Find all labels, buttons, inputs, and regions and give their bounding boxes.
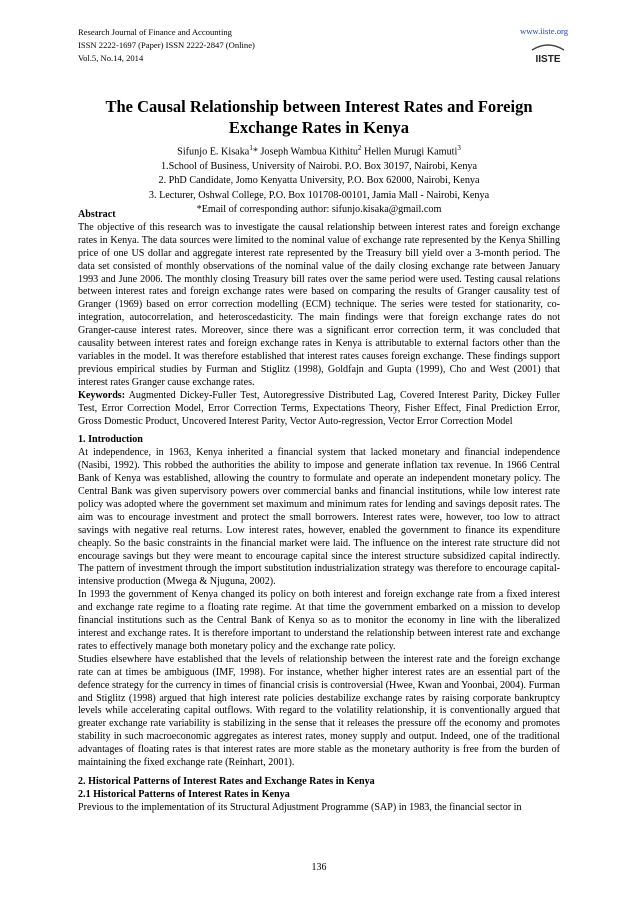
journal-name: Research Journal of Finance and Accounting <box>78 27 232 37</box>
keywords-list: Augmented Dickey-Fuller Test, Autoregressive Distributed Lag, Covered Interest Parity, Dickey Fuller Test, Error Correction Model, Error Correction Terms, Expectations Theory, Fisher Effect, Final Prediction Error, Gross Domestic Product, Uncovered Interest Parity, Vector Auto-regression, Vector Error Correction Model <box>78 389 560 427</box>
section-2-1-heading: 2.1 Historical Patterns of Interest Rates in Kenya <box>78 788 290 800</box>
keywords-label: Keywords: <box>78 389 126 401</box>
paper-title: The Causal Relationship between Interest Rates and Foreign Exchange Rates in Kenya <box>105 97 533 137</box>
body-text <box>78 209 560 815</box>
keywords <box>78 390 560 429</box>
author-line: Sifunjo E. Kisaka$^1$* Joseph Wambua Kithitu$^2$ Hellen Murugi Kamuti$^3$ <box>177 144 461 158</box>
issn: ISSN 2222-1697 (Paper) ISSN 2222-2847 (Online) <box>78 40 255 50</box>
affiliation-3: 3. Lecturer, Oshwal College, P.O. Box 101708-00101, Jamia Mall - Nairobi, Kenya <box>148 189 490 201</box>
journal-url-link[interactable]: www.iiste.org <box>520 26 568 36</box>
svg-text:IISTE: IISTE <box>535 54 561 65</box>
affiliation-2: 2. PhD Candidate, Jomo Kenyatta University, P.O. Box 62000, Nairobi, Kenya <box>158 175 480 187</box>
section-1-paragraph: In 1993 the government of Kenya changed its policy on both interest and foreign exchange rate from a fixed interest and exchange rate regime to a floating rate regime. At that time the government embarked on a mission to develop financial institutions such as the Central Bank of Kenya so as to monitor the economy in line with the liberalized interest and exchange rates. It is therefore important to understand the relationship between interest rate and exchange rates to effectively manage both monetary policy and the exchange rate policy. <box>78 589 560 652</box>
iiste-logo <box>530 40 566 68</box>
section-1-heading: 1. Introduction <box>78 434 143 446</box>
abstract-text: The objective of this research was to investigate the causal relationship between interest rates and foreign exchange rates in Kenya. The data sources were limited to the nominal value of exchange rate represented by the Kenya Shilling price of one US dollar and aggregate interest rate represented by the Treasury bill yield over a 3-month period. The data set consisted of monthly observations of the nominal value of the daily closing exchange rate between January 1993 and June 2006. The monthly closing Treasury bill rates over the same period were used. Testing causal relations between interest rates and foreign exchange rates were based on comparing the results of Granger causality test of Granger (1969) based on error correction modelling (ECM) technique. The series were tested for stationarity, co-integration, autocorrelation, and heteroscedasticity. The main findings were that foreign exchange rates do not Granger-cause interest rates. Moreover, since there was a significant error correction term, it was concluded that causality between interest rates and foreign exchange rates in Kenya is attributable to external factors other than the variables in the model. It was therefore established that interest rates causes foreign exchange. These findings support previous empirical studies by Furman and Stiglitz (1998), Goldfajn and Gupta (1999), Cho and West (2001) that interest rates Granger cause exchange rates. <box>78 221 560 388</box>
section-2-paragraph: Previous to the implementation of its Structural Adjustment Programme (SAP) in 1983, the financial sector in <box>78 801 522 813</box>
page-number: 136 <box>311 862 327 873</box>
abstract-heading: Abstract <box>78 209 116 220</box>
author-1: Sifunjo E. Kisaka <box>177 146 250 158</box>
running-header <box>78 26 255 65</box>
affiliation-1: 1.School of Business, University of Nairobi. P.O. Box 30197, Nairobi, Kenya <box>160 160 478 172</box>
authors-block <box>78 141 560 218</box>
section-1-paragraph: Studies elsewhere have established that the levels of relationship between the interest rate and the foreign exchange rate can at times be ambiguous (IMF, 1998). For instance, whether higher interest rates are an essential part of the defence strategy for the currency in times of financial crisis is controversial (Hwee, Kwan and Yoonbai, 2004). Furman and Stiglitz (1998) argued that high interest rate policies destabilize exchange rates by raising corporate bankruptcy levels while accelerating capital outflows. With regard to the volatility relationship, it is conventionally argued that greater exchange rate variability is stabilizing in the sense that it releases the pressure off the economy and promotes stability in such macroeconomic aggregates as interest rates, money supply and output. Indeed, one of the traditional advantages of floating rates is that interest rates are more stable as the monetary authority is free from the burden of maintaining the fixed exchange rate (Reinhart, 2001). <box>78 653 560 769</box>
author-3: Hellen Murugi Kamuti <box>361 146 458 158</box>
author-2: * Joseph Wambua Kithitu <box>252 146 358 158</box>
volume: Vol.5, No.14, 2014 <box>78 53 144 63</box>
section-1-paragraph: At independence, in 1963, Kenya inherited a financial system that lacked monetary and financial independence (Nasibi, 1992). This robbed the authorities the ability to impose and generate inflation tax revenue. In 1966 Central Bank of Kenya was established, allowing the country to formulate and operate an independent monetary policy. The Central Bank was given supervisory powers over commercial banks and financial institutions, while low interest rate policy was adopted where the government set maximum and minimum rates for lending and savings deposit rates. The aim was to encourage investment and protect the small borrowers. Interest rates were, however, too low to attract savings with negative real returns. Low interest rates, however, enabled the government to finance its expenditure cheaply. So the basic constraints in the financial market were laid. The influence on the interest rate structure did not encourage savings but they were meant to encourage capital since the interest structure subsidized capital indirectly. The pattern of investment through the import substitution industrialization strategy was therefore to encourage capital-intensive production (Mwega & Njuguna, 2002). <box>78 447 560 588</box>
section-2-heading: 2. Historical Patterns of Interest Rates and Exchange Rates in Kenya <box>78 775 375 787</box>
corresponding-email: *Email of corresponding author: sifunjo.kisaka@gmail.com <box>196 204 442 216</box>
